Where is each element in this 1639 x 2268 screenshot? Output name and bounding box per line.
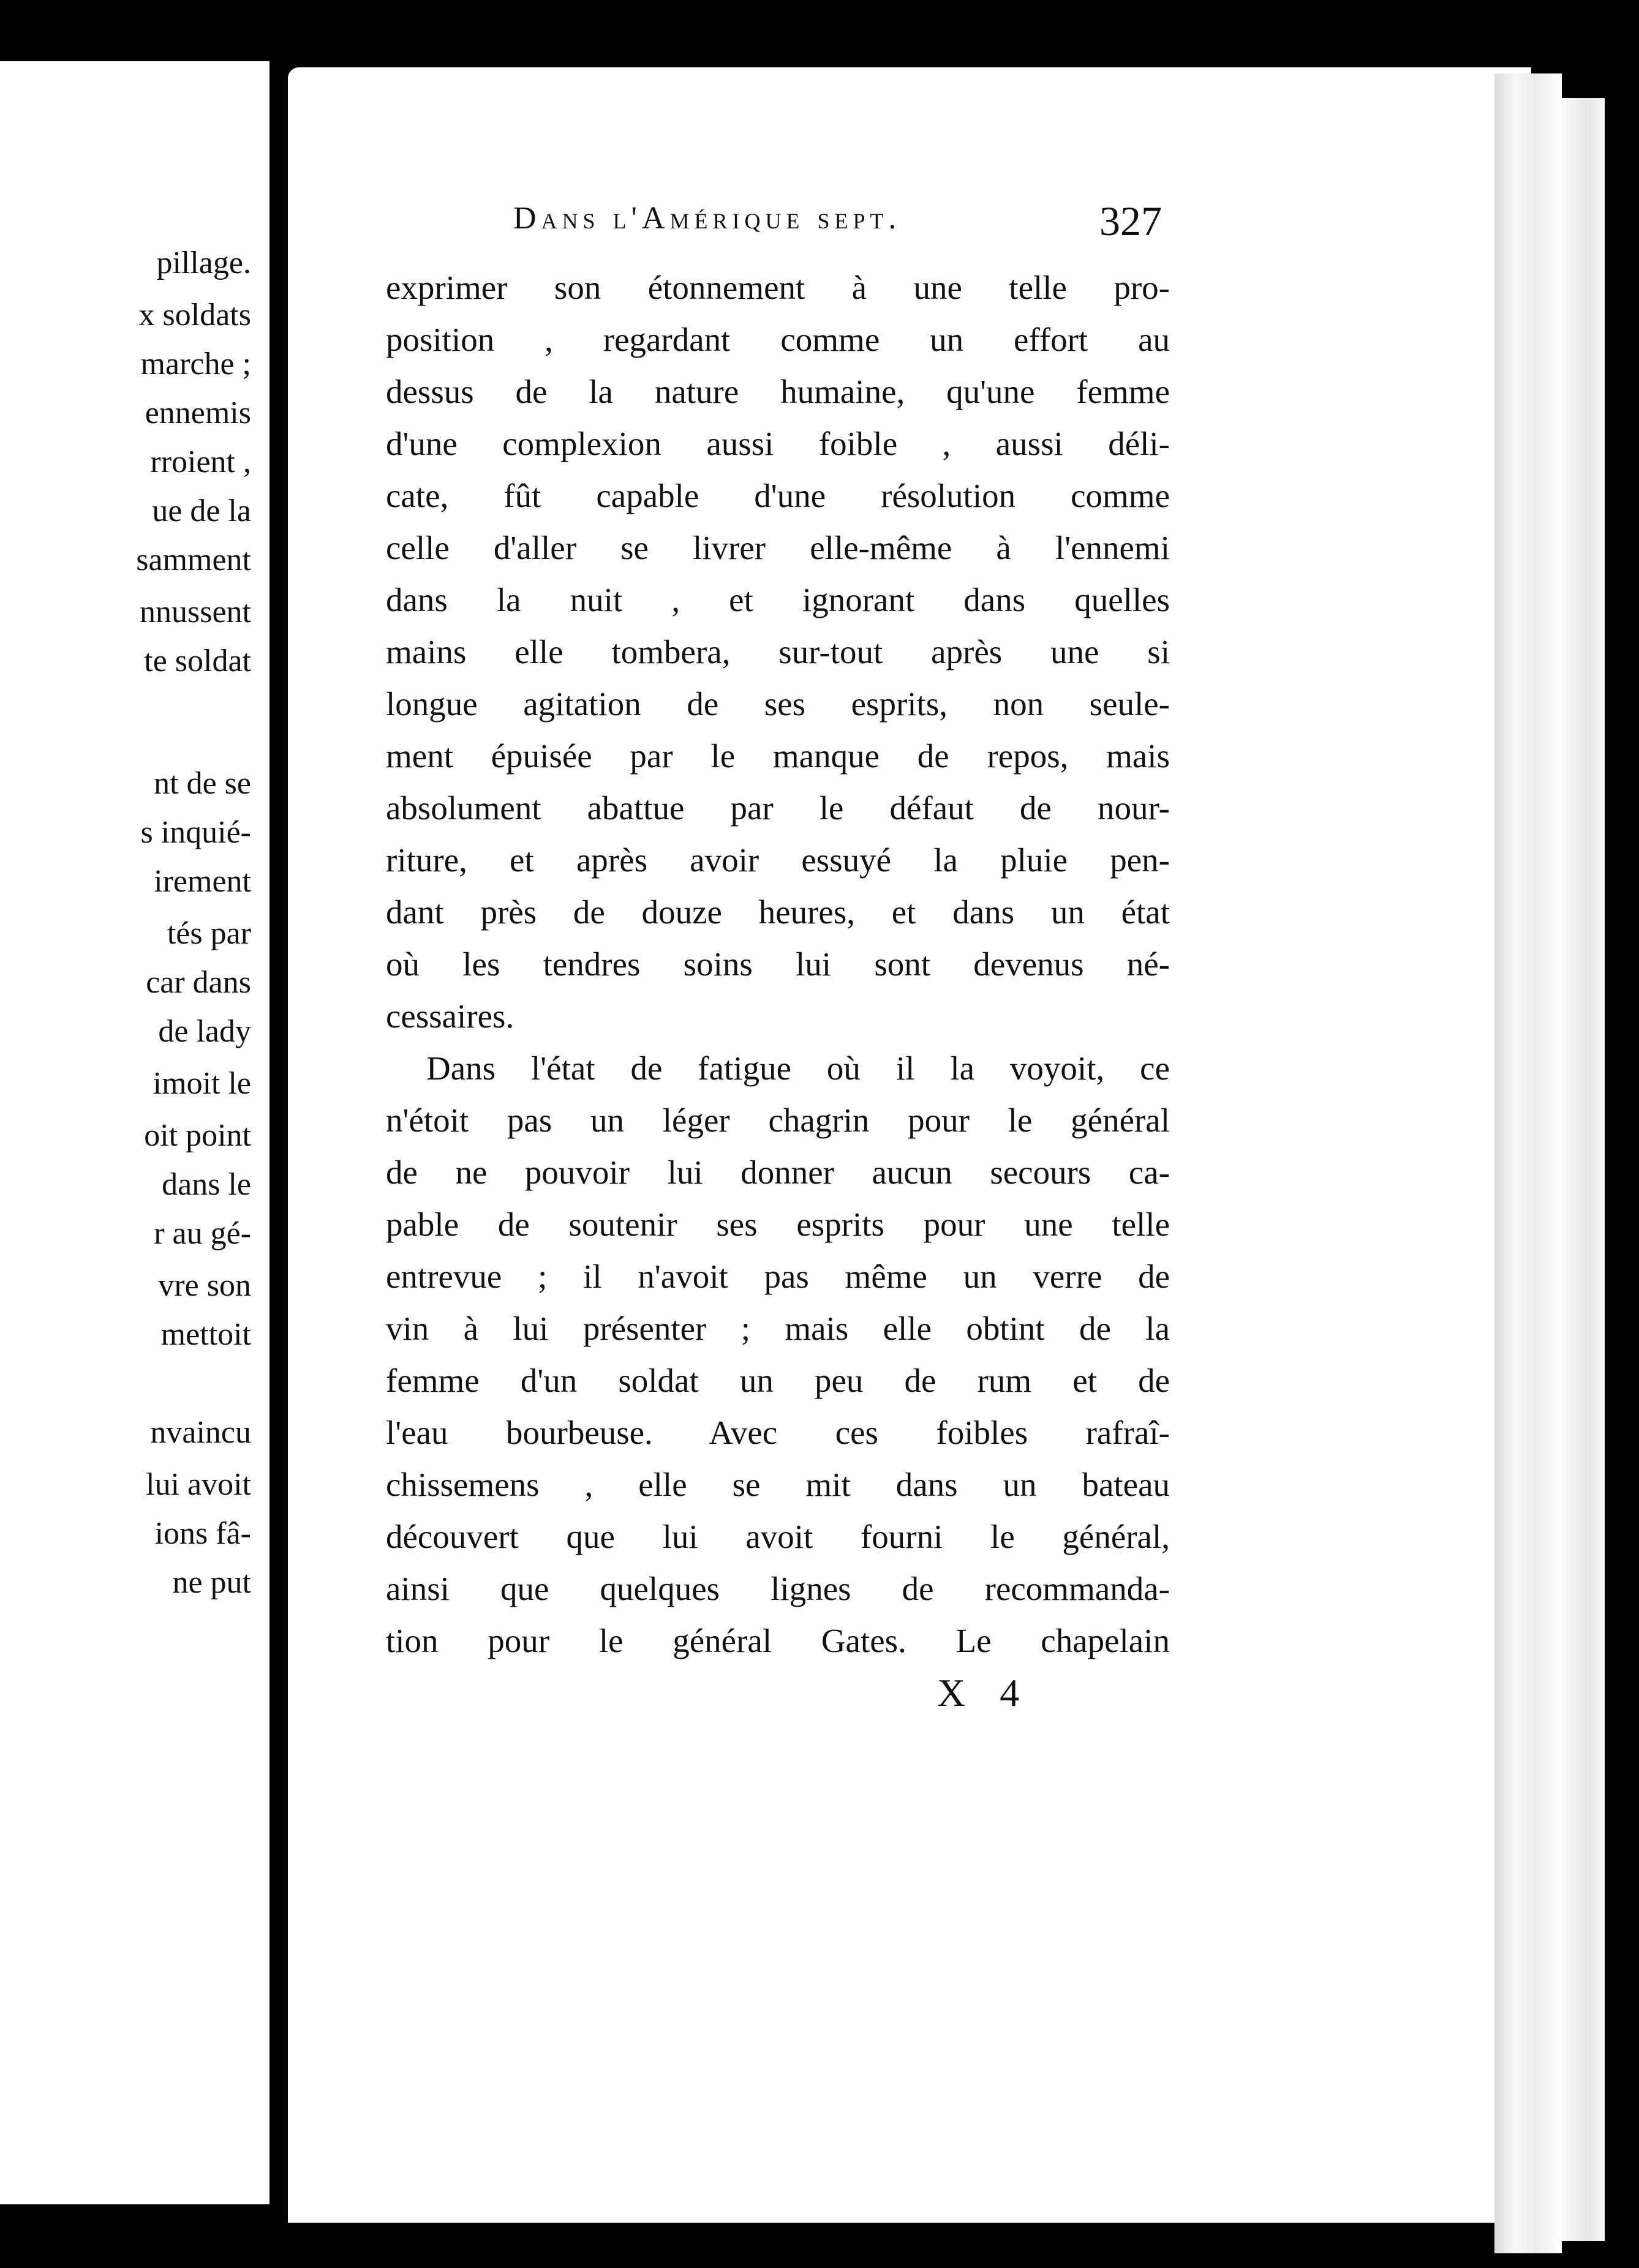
left-page-line: te soldat bbox=[144, 644, 251, 678]
left-page-line: mettoit bbox=[160, 1317, 251, 1352]
text-line: longue agitation de ses esprits, non seule- bbox=[386, 685, 1170, 723]
text-line: entrevue ; il n'avoit pas même un verre de bbox=[386, 1258, 1170, 1295]
text-line: riture, et après avoir essuyé la pluie pen- bbox=[386, 841, 1170, 879]
left-page-line: dans le bbox=[162, 1167, 251, 1202]
left-page-line: pillage. bbox=[156, 246, 251, 280]
text-line: exprimer son étonnement à une telle pro- bbox=[386, 269, 1170, 306]
left-page-line: ne put bbox=[172, 1565, 251, 1600]
text-line: l'eau bourbeuse. Avec ces foibles rafraî- bbox=[386, 1414, 1170, 1451]
left-page-line: ennemis bbox=[145, 396, 251, 430]
text-line: absolument abattue par le défaut de nour- bbox=[386, 789, 1170, 827]
left-page-line: ue de la bbox=[152, 494, 251, 528]
running-head: Dans l'Amérique sept. bbox=[513, 201, 902, 236]
text-line: ainsi que quelques lignes de recommanda- bbox=[386, 1570, 1170, 1607]
text-line: dant près de douze heures, et dans un état bbox=[386, 893, 1170, 931]
left-page-line: ions fâ- bbox=[154, 1516, 251, 1551]
left-page-line: oit point bbox=[144, 1118, 251, 1153]
text-line: femme d'un soldat un peu de rum et de bbox=[386, 1362, 1170, 1399]
text-line: dans la nuit , et ignorant dans quelles bbox=[386, 581, 1170, 618]
text-line: vin à lui présenter ; mais elle obtint de la bbox=[386, 1310, 1170, 1347]
left-page-line: tés par bbox=[167, 916, 251, 951]
text-line: position , regardant comme un effort au bbox=[386, 321, 1170, 358]
left-page-line: imoit le bbox=[153, 1066, 251, 1101]
text-line: d'une complexion aussi foible , aussi déli- bbox=[386, 425, 1170, 462]
left-page-line: nnussent bbox=[140, 595, 251, 629]
left-page-line: de lady bbox=[158, 1014, 251, 1049]
text-line: n'étoit pas un léger chagrin pour le général bbox=[386, 1102, 1170, 1139]
text-line: cate, fût capable d'une résolution comme bbox=[386, 477, 1170, 514]
page-edge bbox=[1494, 73, 1562, 2253]
text-line: ment épuisée par le manque de repos, mais bbox=[386, 737, 1170, 775]
text-line: pable de soutenir ses esprits pour une telle bbox=[386, 1206, 1170, 1243]
left-page-line: irement bbox=[154, 864, 251, 899]
text-line: dessus de la nature humaine, qu'une femme bbox=[386, 373, 1170, 410]
left-page-line: vre son bbox=[158, 1268, 251, 1303]
left-page-line: s inquié- bbox=[140, 815, 251, 850]
text-line: où les tendres soins lui sont devenus né- bbox=[386, 945, 1170, 983]
left-page-line: car dans bbox=[146, 965, 251, 1000]
text-line: celle d'aller se livrer elle-même à l'ennemi bbox=[386, 529, 1170, 566]
left-page-line: marche ; bbox=[140, 347, 251, 381]
left-page-line: nvaincu bbox=[150, 1415, 251, 1450]
text-line: de ne pouvoir lui donner aucun secours ca- bbox=[386, 1154, 1170, 1191]
left-page-line: lui avoit bbox=[146, 1467, 251, 1502]
text-line: chissemens , elle se mit dans un bateau bbox=[386, 1466, 1170, 1503]
left-page-line: x soldats bbox=[138, 298, 251, 332]
left-page-line: nt de se bbox=[154, 766, 251, 801]
left-page-line: samment bbox=[136, 543, 251, 577]
signature-mark: X 4 bbox=[937, 1671, 1032, 1714]
page-number: 327 bbox=[1099, 198, 1162, 244]
left-page-line: r au gé- bbox=[154, 1216, 251, 1251]
text-line: découvert que lui avoit fourni le général, bbox=[386, 1518, 1170, 1555]
text-line: tion pour le général Gates. Le chapelain bbox=[386, 1622, 1170, 1659]
text-line: cessaires. bbox=[386, 997, 514, 1035]
left-page-line: rroient , bbox=[150, 445, 251, 479]
text-line: mains elle tombera, sur-tout après une si bbox=[386, 633, 1170, 670]
paragraph-first-line: Dans l'état de fatigue où il la voyoit, ce bbox=[426, 1050, 1170, 1087]
facing-page-left bbox=[0, 61, 269, 2204]
book-gutter bbox=[269, 0, 289, 2268]
